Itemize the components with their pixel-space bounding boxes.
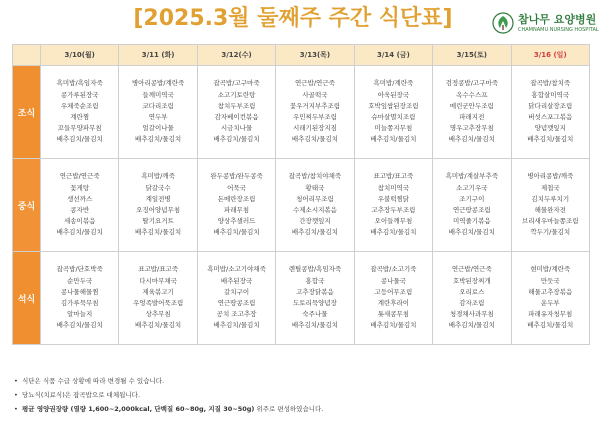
dish-item: 배추된장국 — [220, 276, 253, 285]
dish-item: 오리로스 — [459, 287, 485, 296]
note-item: • 식단은 식품 수급 상황에 따라 변경될 수 있습니다. — [14, 374, 594, 388]
dish-item: 배추김치/물김치 — [448, 321, 495, 330]
dish-item: 잡곡밥/단호박죽 — [56, 265, 103, 274]
dish-item: 호박잎쌈된장조림 — [368, 101, 419, 110]
dish-item: 흑미밥/흑임자죽 — [56, 79, 103, 88]
menu-cell — [197, 159, 275, 252]
dish-item: 배추김치/물김치 — [56, 135, 103, 144]
dish-item: 배추김치/물김치 — [135, 321, 182, 330]
dish-item: 배추김치/물김치 — [135, 135, 182, 144]
dish-item: 김치두루치기 — [531, 194, 570, 203]
note-item: • 당뇨식(치료식)은 잡곡밥으로 대체됩니다. — [14, 388, 594, 402]
dish-item: 브리새우마늘쫑조림 — [522, 217, 579, 226]
header-corner — [13, 45, 41, 66]
menu-cell — [354, 159, 432, 252]
dish-item: 계일전병 — [145, 194, 171, 203]
dish-item: 배추김치/물김치 — [527, 135, 574, 144]
menu-cell — [354, 252, 432, 345]
dish-item: 청어리무조림 — [296, 194, 334, 203]
dish-item: 수제소시지볶음 — [293, 206, 337, 214]
dish-item: 알마늘지 — [67, 310, 93, 319]
dish-item: 배추김치/물김치 — [370, 228, 417, 237]
dish-item: 완두콩밥/완두콩죽 — [210, 172, 263, 181]
dish-item: 꽃우거지부추조림 — [289, 101, 341, 110]
menu-cell — [41, 66, 119, 159]
dish-item: 제첩국 — [540, 183, 560, 192]
dish-item: 계란찜 — [70, 113, 90, 121]
dish-item: 홍합살미역국 — [531, 90, 570, 99]
notes-list — [14, 374, 594, 416]
meal-row — [13, 252, 590, 345]
menu-cell — [119, 159, 197, 252]
dish-item: 아욱된장국 — [377, 90, 410, 99]
dish-item: 병아리콩밥/계란죽 — [131, 79, 185, 88]
dish-item: 코다리조림 — [142, 101, 174, 110]
dish-item: 배추김치/물김치 — [291, 135, 339, 144]
menu-cell — [119, 252, 197, 345]
dish-item: 톳새콩무침 — [377, 310, 410, 319]
dish-item: 병아리콩밥/깨죽 — [527, 172, 574, 181]
dish-item: 잡곡밥/참치죽 — [530, 79, 571, 88]
dish-item: 슈마살멸치조림 — [371, 113, 416, 121]
menu-cell — [511, 252, 589, 345]
dish-item: 우엉족발어묵조림 — [133, 299, 184, 307]
day-header-sunday: 3/16 (일) — [511, 45, 589, 66]
tree-leaf-icon — [492, 12, 514, 34]
dish-item: 버섯스포그볶음 — [528, 113, 573, 121]
dish-item: 연근땅콩조림 — [452, 206, 491, 214]
dish-item: 파래무침 — [223, 206, 250, 214]
dish-item: 소고기토란탕 — [217, 90, 256, 99]
dish-item: 연두부 — [148, 113, 168, 121]
dish-item: 흑미밥/소고기야채죽 — [207, 265, 266, 274]
menu-cell — [276, 159, 354, 252]
dish-item: 고추장두부조림 — [371, 206, 416, 214]
dish-item: 순만두국 — [67, 276, 93, 285]
dish-item: 잡곡밥/참치야채죽 — [288, 172, 342, 181]
dish-item: 오이들깨무침 — [374, 217, 413, 226]
menu-cell — [276, 66, 354, 159]
menu-cell — [433, 66, 511, 159]
dish-item: 배추김치/물김치 — [527, 321, 574, 330]
dish-item: 콩나물해물찜 — [60, 287, 99, 296]
dish-item: 표고밥/표고죽 — [138, 265, 179, 274]
menu-cell — [433, 159, 511, 252]
dish-item: 우불떡찜닭 — [377, 194, 410, 203]
dish-item: 잡곡밥/고구마죽 — [213, 79, 260, 88]
dish-item: 우민찌두부조림 — [293, 113, 337, 121]
dish-item: 다시마무채국 — [139, 276, 177, 285]
dish-item: 깍두기/물김치 — [530, 228, 571, 237]
dish-item: 닭다리살장조림 — [528, 101, 573, 110]
menu-cell — [354, 66, 432, 159]
dish-item: 얼갈이나물 — [142, 124, 174, 133]
menu-cell — [41, 159, 119, 252]
dish-item: 배추김치/물김치 — [56, 228, 103, 237]
dish-item: 김가루묵무침 — [60, 299, 99, 307]
dish-item: 사골떡국 — [302, 90, 328, 99]
dish-item: 오징어양념무침 — [136, 206, 181, 214]
dish-item: 공치 조고추장 — [216, 310, 257, 319]
dish-item: 소고기우국 — [456, 183, 488, 192]
dish-item: 명우고추장무침 — [449, 124, 494, 133]
dish-item: 시래기된장지짐 — [293, 124, 337, 133]
dish-item: 닭갈국수 — [145, 183, 171, 192]
dish-item: 계란후라이 — [377, 299, 410, 307]
day-header: 3/15(토) — [433, 45, 511, 66]
weekly-menu-table — [12, 44, 590, 345]
dish-item: 황태국 — [305, 183, 325, 192]
dish-item: 파래유자청무침 — [528, 310, 573, 319]
day-header: 3/10(월) — [41, 45, 119, 66]
dish-item: 연근밥/연근죽 — [59, 172, 100, 181]
day-header: 3/13(목) — [276, 45, 354, 66]
meal-label: 석식 — [13, 252, 41, 345]
dish-item: 미역줄기볶음 — [452, 217, 491, 226]
dish-item: 숙주나물 — [302, 310, 328, 319]
dish-item: 제육볶고기 — [142, 287, 174, 296]
dish-item: 간장깻잎지 — [299, 217, 331, 226]
menu-cell — [511, 159, 589, 252]
dish-item: 콩나물국 — [380, 276, 406, 285]
dish-item: 감자조림 — [459, 299, 485, 307]
menu-cell — [511, 66, 589, 159]
dish-item: 연근땅콩조림 — [217, 299, 256, 307]
hospital-name: 참나무 요양병원 — [518, 13, 597, 26]
day-header-row — [13, 45, 590, 66]
page-title: [2025.3월 둘째주 주간 식단표] — [133, 6, 453, 31]
dish-item: 딸기요거트 — [142, 217, 174, 226]
meal-label: 조식 — [13, 66, 41, 159]
dish-item: 배추김치/물김치 — [291, 321, 339, 330]
dish-item: 배추김치/물김치 — [213, 135, 260, 144]
dish-item: 배추김치/물김치 — [56, 321, 103, 330]
dish-item: 생선까스 — [67, 194, 93, 203]
dish-item: 배추김치/물김치 — [370, 135, 417, 144]
menu-cell — [433, 252, 511, 345]
dish-item: 홍합국 — [305, 276, 325, 285]
day-header: 3/11 (화) — [119, 45, 197, 66]
dish-item: 배추김치/물김치 — [448, 228, 495, 237]
dish-item: 만둣국 — [540, 276, 560, 285]
dish-item: 청경채사과무침 — [449, 310, 494, 319]
dish-item: 흑미밥/계란죽 — [373, 79, 414, 88]
dish-item: 고추장닭볶음 — [296, 287, 334, 296]
menu-cell — [197, 252, 275, 345]
meal-row — [13, 66, 590, 159]
dish-item: 옥수수스프 — [456, 90, 488, 99]
dish-item: 렌틸콩밥/흑임자죽 — [288, 265, 342, 274]
dish-item: 배추김치/물김치 — [370, 321, 417, 330]
dish-item: 세송이볶음 — [64, 217, 96, 226]
dish-item: 배추김치/물김치 — [213, 321, 260, 330]
dish-item: 상추무침 — [145, 310, 171, 319]
day-header: 3/14 (금) — [354, 45, 432, 66]
dish-item: 배추김치/물김치 — [135, 228, 182, 237]
dish-item: 연근밥/연근죽 — [295, 79, 335, 88]
menu-cell — [119, 66, 197, 159]
menu-cell — [197, 66, 275, 159]
dish-item: 배추김치/물김치 — [448, 135, 495, 144]
dish-item: 메린군안두조림 — [449, 101, 494, 110]
dish-item: 호박된장찌개 — [452, 276, 491, 285]
dish-item: 양념깻잎지 — [534, 124, 566, 133]
dish-item: 우체죽순조림 — [60, 101, 99, 110]
dish-item: 흑미밥/깨죽 — [141, 172, 175, 181]
dish-item: 해물완자전 — [534, 206, 566, 214]
dish-item: 배추김치/물김치 — [213, 228, 260, 237]
dish-item: 잡곡밥/소고기죽 — [370, 265, 417, 274]
dish-item: 고등어무조림 — [374, 287, 413, 296]
dish-item: 흑미밥/계살부추죽 — [445, 172, 499, 181]
dish-item: 꼬들무양파무침 — [57, 124, 102, 133]
dish-item: 조기구이 — [459, 194, 485, 203]
dish-item: 도토리묵양념장 — [293, 299, 337, 307]
page-header — [0, 0, 600, 44]
dish-item: 돈메란장조림 — [217, 194, 256, 203]
dish-item: 파래지전 — [459, 113, 485, 121]
note-item: • 평균 영양권장량 (열량 1,600~2,000kcal, 단백질 60~80g, 지질 30~50g) 위주로 편성하였습니다. — [14, 402, 594, 416]
dish-item: 꽃게탕 — [70, 183, 90, 192]
dish-item: 시금치나물 — [220, 124, 253, 133]
menu-cell — [276, 252, 354, 345]
dish-item: 콩가루된장국 — [60, 90, 99, 99]
dish-item: 참치미역국 — [377, 183, 410, 192]
dish-item: 현미밥/계란죽 — [530, 265, 571, 274]
meal-label: 중식 — [13, 159, 41, 252]
dish-item: 참치두부조림 — [217, 101, 256, 110]
menu-cell — [41, 252, 119, 345]
dish-item: 미늘쫑지무침 — [374, 124, 413, 133]
meal-row — [13, 159, 590, 252]
dish-item: 배추김치/물김치 — [291, 228, 339, 237]
dish-item: 해물고추장볶음 — [528, 287, 573, 296]
dish-item: 어묵국 — [227, 183, 246, 192]
hospital-name-en: CHAMNAMU NURSING HOSPITAL — [518, 27, 599, 33]
dish-item: 들깨미역국 — [142, 90, 174, 99]
dish-item: 연근밥/연근죽 — [451, 265, 492, 274]
dish-item: 운두부 — [540, 299, 560, 307]
day-header: 3/12(수) — [197, 45, 275, 66]
dish-item: 콩자반 — [70, 206, 90, 214]
dish-item: 감자베이컨볶음 — [214, 113, 259, 121]
dish-item: 갈치구이 — [223, 287, 250, 296]
dish-item: 표고밥/표고죽 — [373, 172, 414, 181]
dish-item: 양상추샐러드 — [217, 217, 256, 226]
hospital-logo — [492, 12, 599, 38]
dish-item: 검정콩밥/고구마죽 — [445, 79, 499, 88]
